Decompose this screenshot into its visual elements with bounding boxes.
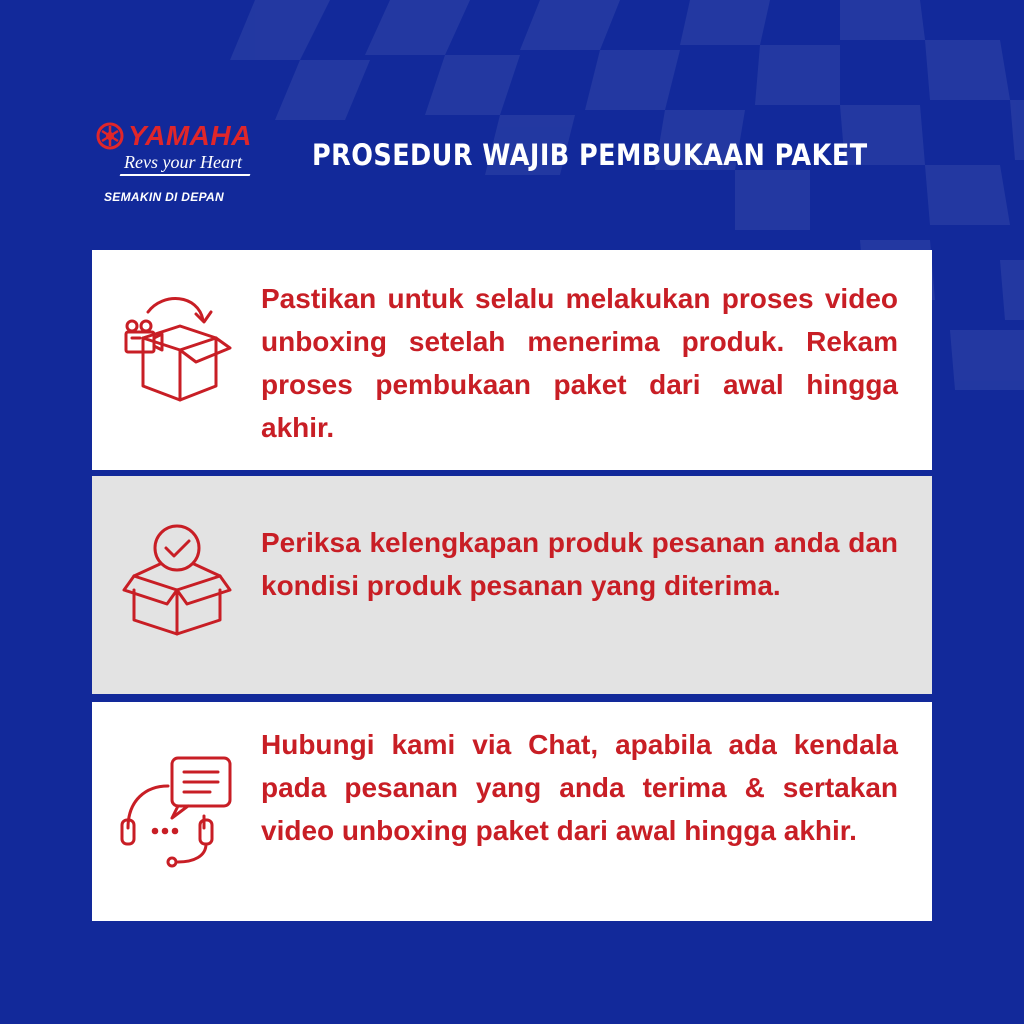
brand-slogan: SEMAKIN DI DEPAN — [104, 190, 224, 204]
yamaha-tuning-fork-emblem-icon — [96, 122, 124, 150]
step-card-3 — [92, 702, 932, 921]
step-2-text: Periksa kelengkapan produk pesanan anda dan kondisi produk pesanan yang diterima. — [261, 527, 898, 601]
step-1-text: Pastikan untuk selalu melakukan proses video unboxing setelah menerima produk. Rekam proses pembukaan paket dari awal hingga akhir. — [261, 283, 898, 443]
brand-logo — [92, 112, 272, 212]
box-check-icon — [118, 520, 236, 638]
brand-tagline: Revs your Heart — [124, 152, 242, 172]
page-title: PROSEDUR WAJIB PEMBUKAAN PAKET — [312, 138, 868, 172]
chat-support-icon — [118, 752, 236, 870]
step-3-text: Hubungi kami via Chat, apabila ada kendala pada pesanan yang anda terima & sertakan video unboxing paket dari awal hingga akhir. — [261, 729, 898, 846]
tagline-underline — [120, 174, 251, 176]
step-card-2 — [92, 476, 932, 694]
brand-name: YAMAHA — [128, 120, 252, 151]
video-unboxing-icon — [118, 290, 236, 408]
step-card-1 — [92, 250, 932, 470]
